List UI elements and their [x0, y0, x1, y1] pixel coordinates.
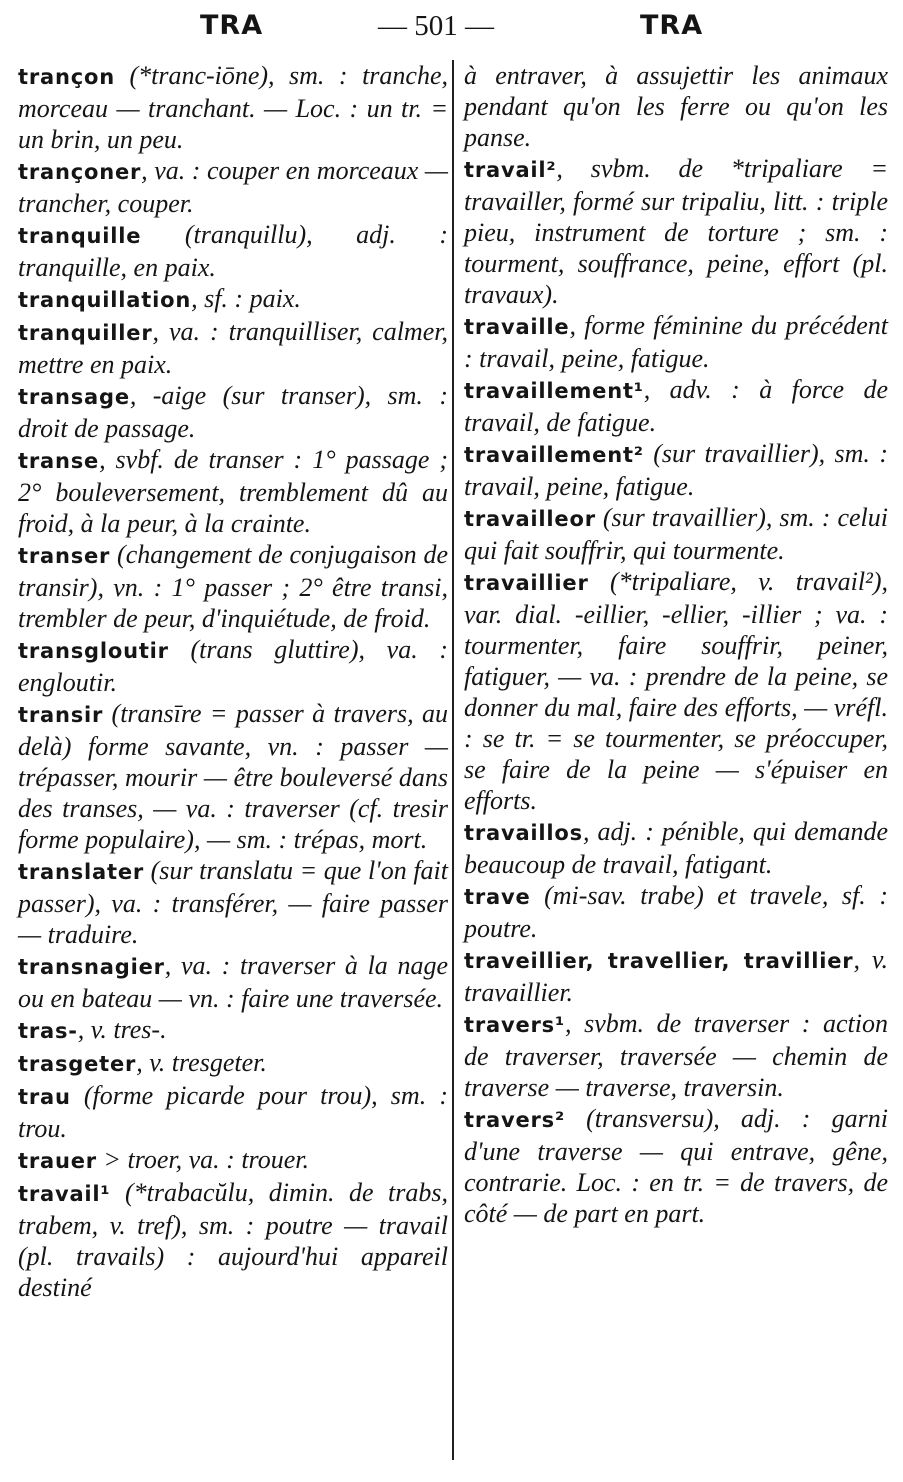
entry-definition: , v. travaillier. — [464, 945, 888, 1007]
entry-definition: , svbf. de transer : 1° passage ; 2° bouleversement, tremblement dû au froid, à la peur, à la crainte. — [18, 445, 448, 538]
dictionary-entry — [464, 566, 888, 816]
entry-headword: travaillier — [464, 571, 589, 595]
entry-definition: (transversu), adj. : garni d'une traverse — qui entrave, gêne, contrarie. Loc. : en tr. = de travers, de côté — de part en part. — [464, 1104, 888, 1228]
dictionary-entry — [464, 816, 888, 880]
entry-definition: > troer, va. : trouer. — [96, 1145, 309, 1174]
dictionary-entry — [18, 1177, 448, 1303]
entry-definition: (tranquillu), adj. : tranquille, en paix. — [18, 220, 448, 282]
right-column — [464, 60, 888, 1229]
entry-definition: , adv. : à force de travail, de fatigue. — [464, 375, 888, 437]
entry-definition: (*tranc-iōne), sm. : tranche, morceau — tranchant. — Loc. : un tr. = un brin, un peu. — [18, 61, 448, 154]
entry-definition: , va. : traverser à la nage ou en bateau — vn. : faire une traversée. — [18, 951, 448, 1013]
entry-definition: , v. tresgeter. — [136, 1048, 267, 1077]
entry-headword: transe — [18, 449, 100, 473]
entry-headword: travers² — [464, 1108, 565, 1132]
dictionary-entry — [464, 944, 888, 1008]
entry-definition: (*tripaliare, v. travail²), var. dial. -eillier, -ellier, -illier ; va. : tourmenter, faire souffrir, peiner, fatiguer, — va. : prendre de la peine, se donner du mal, faire des efforts, — vréfl. : se tr. = se tourmenter, se préoccuper, se faire de la peine — s'épuiser en efforts. — [464, 567, 888, 815]
entry-headword: tras- — [18, 1019, 78, 1043]
entry-headword: travaillos — [464, 821, 583, 845]
entry-headword: transnagier — [18, 955, 165, 979]
entry-headword: travail² — [464, 158, 557, 182]
entry-headword: trave — [464, 885, 531, 909]
entry-definition: (sur translatu = que l'on fait passer), va. : transférer, — faire passer — traduire. — [18, 856, 448, 949]
dictionary-entry — [18, 1014, 448, 1047]
entry-headword: transgloutir — [18, 639, 169, 663]
entry-definition: (sur travaillier), sm. : travail, peine, fatigue. — [464, 439, 888, 501]
entry-headword: travailleor — [464, 507, 596, 531]
dictionary-entry — [18, 283, 448, 316]
dictionary-entry — [464, 438, 888, 502]
entry-headword: transage — [18, 385, 130, 409]
entry-definition: , va. : tranquilliser, calmer, mettre en paix. — [18, 317, 448, 379]
left-column — [18, 60, 448, 1303]
dictionary-entry — [18, 634, 448, 698]
entry-headword: tranquiller — [18, 321, 153, 345]
entry-definition: (trans gluttire), va. : engloutir. — [18, 635, 448, 697]
page-number: — 501 — — [378, 10, 494, 42]
dictionary-entry — [18, 698, 448, 855]
entry-definition: , sf. : paix. — [191, 284, 301, 313]
dictionary-entry — [18, 539, 448, 634]
header-left-guideword: TRA — [200, 10, 264, 41]
dictionary-entry — [18, 60, 448, 155]
entry-definition: à entraver, à assujettir les animaux pendant qu'on les ferre ou qu'on les panse. — [464, 61, 888, 152]
dictionary-entry — [464, 880, 888, 944]
entry-definition: , forme féminine du précédent : travail, peine, fatigue. — [464, 311, 888, 373]
column-divider — [452, 60, 454, 1460]
dictionary-entry — [18, 1144, 448, 1177]
entry-definition: , adj. : pénible, qui demande beaucoup de travail, fatigant. — [464, 817, 888, 879]
entry-headword: trau — [18, 1085, 71, 1109]
entry-headword: tranquillation — [18, 288, 192, 312]
dictionary-entry — [18, 155, 448, 219]
entry-headword: travaillement² — [464, 443, 644, 467]
entry-headword: translater — [18, 860, 145, 884]
dictionary-entry — [18, 444, 448, 539]
dictionary-entry — [18, 1047, 448, 1080]
dictionary-entry — [464, 1008, 888, 1103]
dictionary-entry — [18, 316, 448, 380]
entry-headword: trançoner — [18, 160, 142, 184]
dictionary-entry — [18, 219, 448, 283]
dictionary-entry — [464, 374, 888, 438]
entry-headword: trançon — [18, 65, 115, 89]
header-right-guideword: TRA — [640, 10, 704, 41]
page-header — [0, 8, 903, 44]
entry-headword: transir — [18, 703, 104, 727]
dictionary-entry — [18, 855, 448, 950]
entry-headword: travaille — [464, 315, 570, 339]
entry-definition: , -aige (sur transer), sm. : droit de passage. — [18, 381, 448, 443]
entry-headword: travers¹ — [464, 1013, 565, 1037]
dictionary-entry — [464, 310, 888, 374]
entry-headword: traveillier, travellier, travillier — [464, 949, 854, 973]
dictionary-entry — [18, 380, 448, 444]
entry-headword: tranquille — [18, 224, 142, 248]
entry-definition: (transīre = passer à travers, au delà) forme savante, vn. : passer —trépasser, mourir — être bouleversé dans des transes, — va. : traverser (cf. tresir forme populaire), — sm. : trépas, mort. — [18, 699, 448, 854]
entry-headword: trauer — [18, 1149, 97, 1173]
dictionary-entry — [464, 153, 888, 310]
dictionary-entry — [464, 1103, 888, 1229]
entry-definition: (*trabacŭlu, dimin. de trabs, trabem, v. tref), sm. : poutre — travail (pl. travails) : aujourd'hui appareil destiné — [18, 1178, 448, 1302]
entry-headword: travail¹ — [18, 1182, 111, 1206]
entry-headword: travaillement¹ — [464, 379, 644, 403]
entry-headword: transer — [18, 544, 111, 568]
entry-definition: (changement de conjugaison de transir), vn. : 1° passer ; 2° être transi, trembler de peur, d'inquiétude, de froid. — [18, 540, 448, 633]
entry-definition: , v. tres-. — [77, 1015, 167, 1044]
entry-definition: (mi-sav. trabe) et travele, sf. : poutre. — [464, 881, 888, 943]
dictionary-entry — [18, 950, 448, 1014]
dictionary-entry — [464, 502, 888, 566]
entry-headword: trasgeter — [18, 1052, 137, 1076]
dictionary-entry — [464, 60, 888, 153]
entry-definition: (forme picarde pour trou), sm. : trou. — [18, 1081, 448, 1143]
entry-definition: (sur travaillier), sm. : celui qui fait souffrir, qui tourmente. — [464, 503, 888, 565]
entry-definition: , va. : couper en morceaux — trancher, couper. — [18, 156, 448, 218]
entry-definition: , svbm. de traverser : action de traverser, traversée — chemin de traverse — traverse, traversin. — [464, 1009, 888, 1102]
entry-definition: , svbm. de *tripaliare = travailler, formé sur tripaliu, litt. : triple pieu, instrument de torture ; sm. : tourment, souffrance, peine, effort (pl. travaux). — [464, 154, 888, 309]
dictionary-entry — [18, 1080, 448, 1144]
